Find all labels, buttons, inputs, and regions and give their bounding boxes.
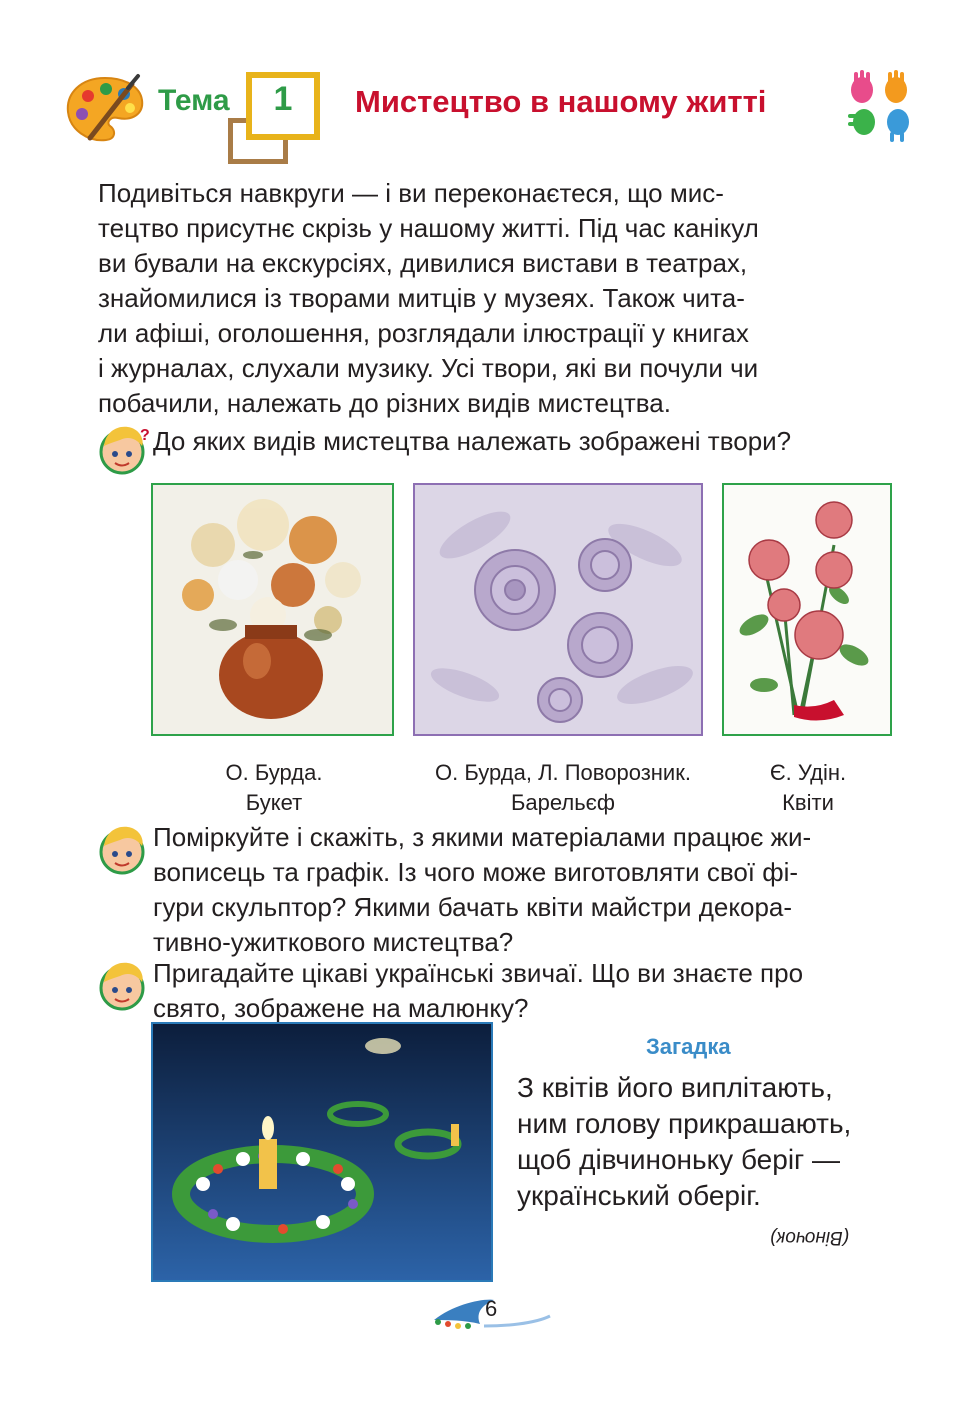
child-face-icon xyxy=(98,958,150,1012)
riddle-text xyxy=(517,1070,851,1214)
palette-icon xyxy=(62,72,148,146)
intro-line: тецтво присутнє скрізь у нашому житті. Під час канікул xyxy=(98,213,759,243)
floating-wreath-image xyxy=(151,1022,493,1282)
caption-title: Барельєф xyxy=(510,790,616,815)
painted-hands-icon xyxy=(844,70,920,142)
intro-line: і журналах, слухали музику. Усі твори, які ви почули чи xyxy=(98,353,759,383)
question-line: гури скульптор? Якими бачать квіти майстри декора- xyxy=(153,892,793,922)
intro-line: знайомилися із творами митців у музеях. Також чита- xyxy=(98,283,745,313)
child-face-icon xyxy=(98,822,150,876)
riddle-line: З квітів його виплітають, xyxy=(517,1072,833,1103)
caption-bouquet xyxy=(194,758,354,818)
riddle-answer-upside-down: (Віночок) xyxy=(770,1227,850,1248)
svg-text:?: ? xyxy=(140,427,150,444)
intro-line: ли афіші, оголошення, розглядали ілюстрації у книгах xyxy=(98,318,749,348)
caption-bas-relief xyxy=(398,758,728,818)
bas-relief-image xyxy=(413,483,703,736)
riddle-line: щоб дівчиноньку беріг — xyxy=(517,1144,841,1175)
caption-author: Є. Удін. xyxy=(769,760,847,785)
bouquet-painting xyxy=(151,483,394,736)
tema-label: Тема xyxy=(158,84,230,117)
page-number: 6 xyxy=(485,1296,498,1321)
intro-line: Подивіться навкруги — і ви переконаєтеся, що мис- xyxy=(98,178,724,208)
intro-line: ви бували на екскурсіях, дивилися вистави в театрах, xyxy=(98,248,748,278)
intro-line: побачили, належать до різних видів мистецтва. xyxy=(98,388,671,418)
question-line: Пригадайте цікаві українські звичаї. Що ви знаєте про xyxy=(153,958,804,988)
caption-title: Букет xyxy=(245,790,303,815)
caption-author: О. Бурда. xyxy=(225,760,323,785)
riddle-line: український оберіг. xyxy=(517,1180,761,1211)
topic-number: 1 xyxy=(273,80,293,118)
roses-drawing xyxy=(722,483,892,736)
caption-author: О. Бурда, Л. Поворозник. xyxy=(435,760,691,785)
question-line: Поміркуйте і скажіть, з якими матеріалами працює жи- xyxy=(153,822,812,852)
question-line: вописець та графік. Із чого може виготовляти свої фі- xyxy=(153,857,799,887)
question-text: До яких видів мистецтва належать зображені твори? xyxy=(153,426,792,456)
child-face-icon xyxy=(98,422,150,476)
caption-title: Квіти xyxy=(782,790,834,815)
question-line: свято, зображене на малюнку? xyxy=(153,993,529,1023)
question-line: тивно-ужиткового мистецтва? xyxy=(153,927,514,957)
riddle-title: Загадка xyxy=(646,1034,731,1059)
topic-title: Мистецтво в нашому житті xyxy=(355,84,767,119)
caption-roses xyxy=(730,758,886,818)
riddle-line: ним голову прикрашають, xyxy=(517,1108,852,1139)
